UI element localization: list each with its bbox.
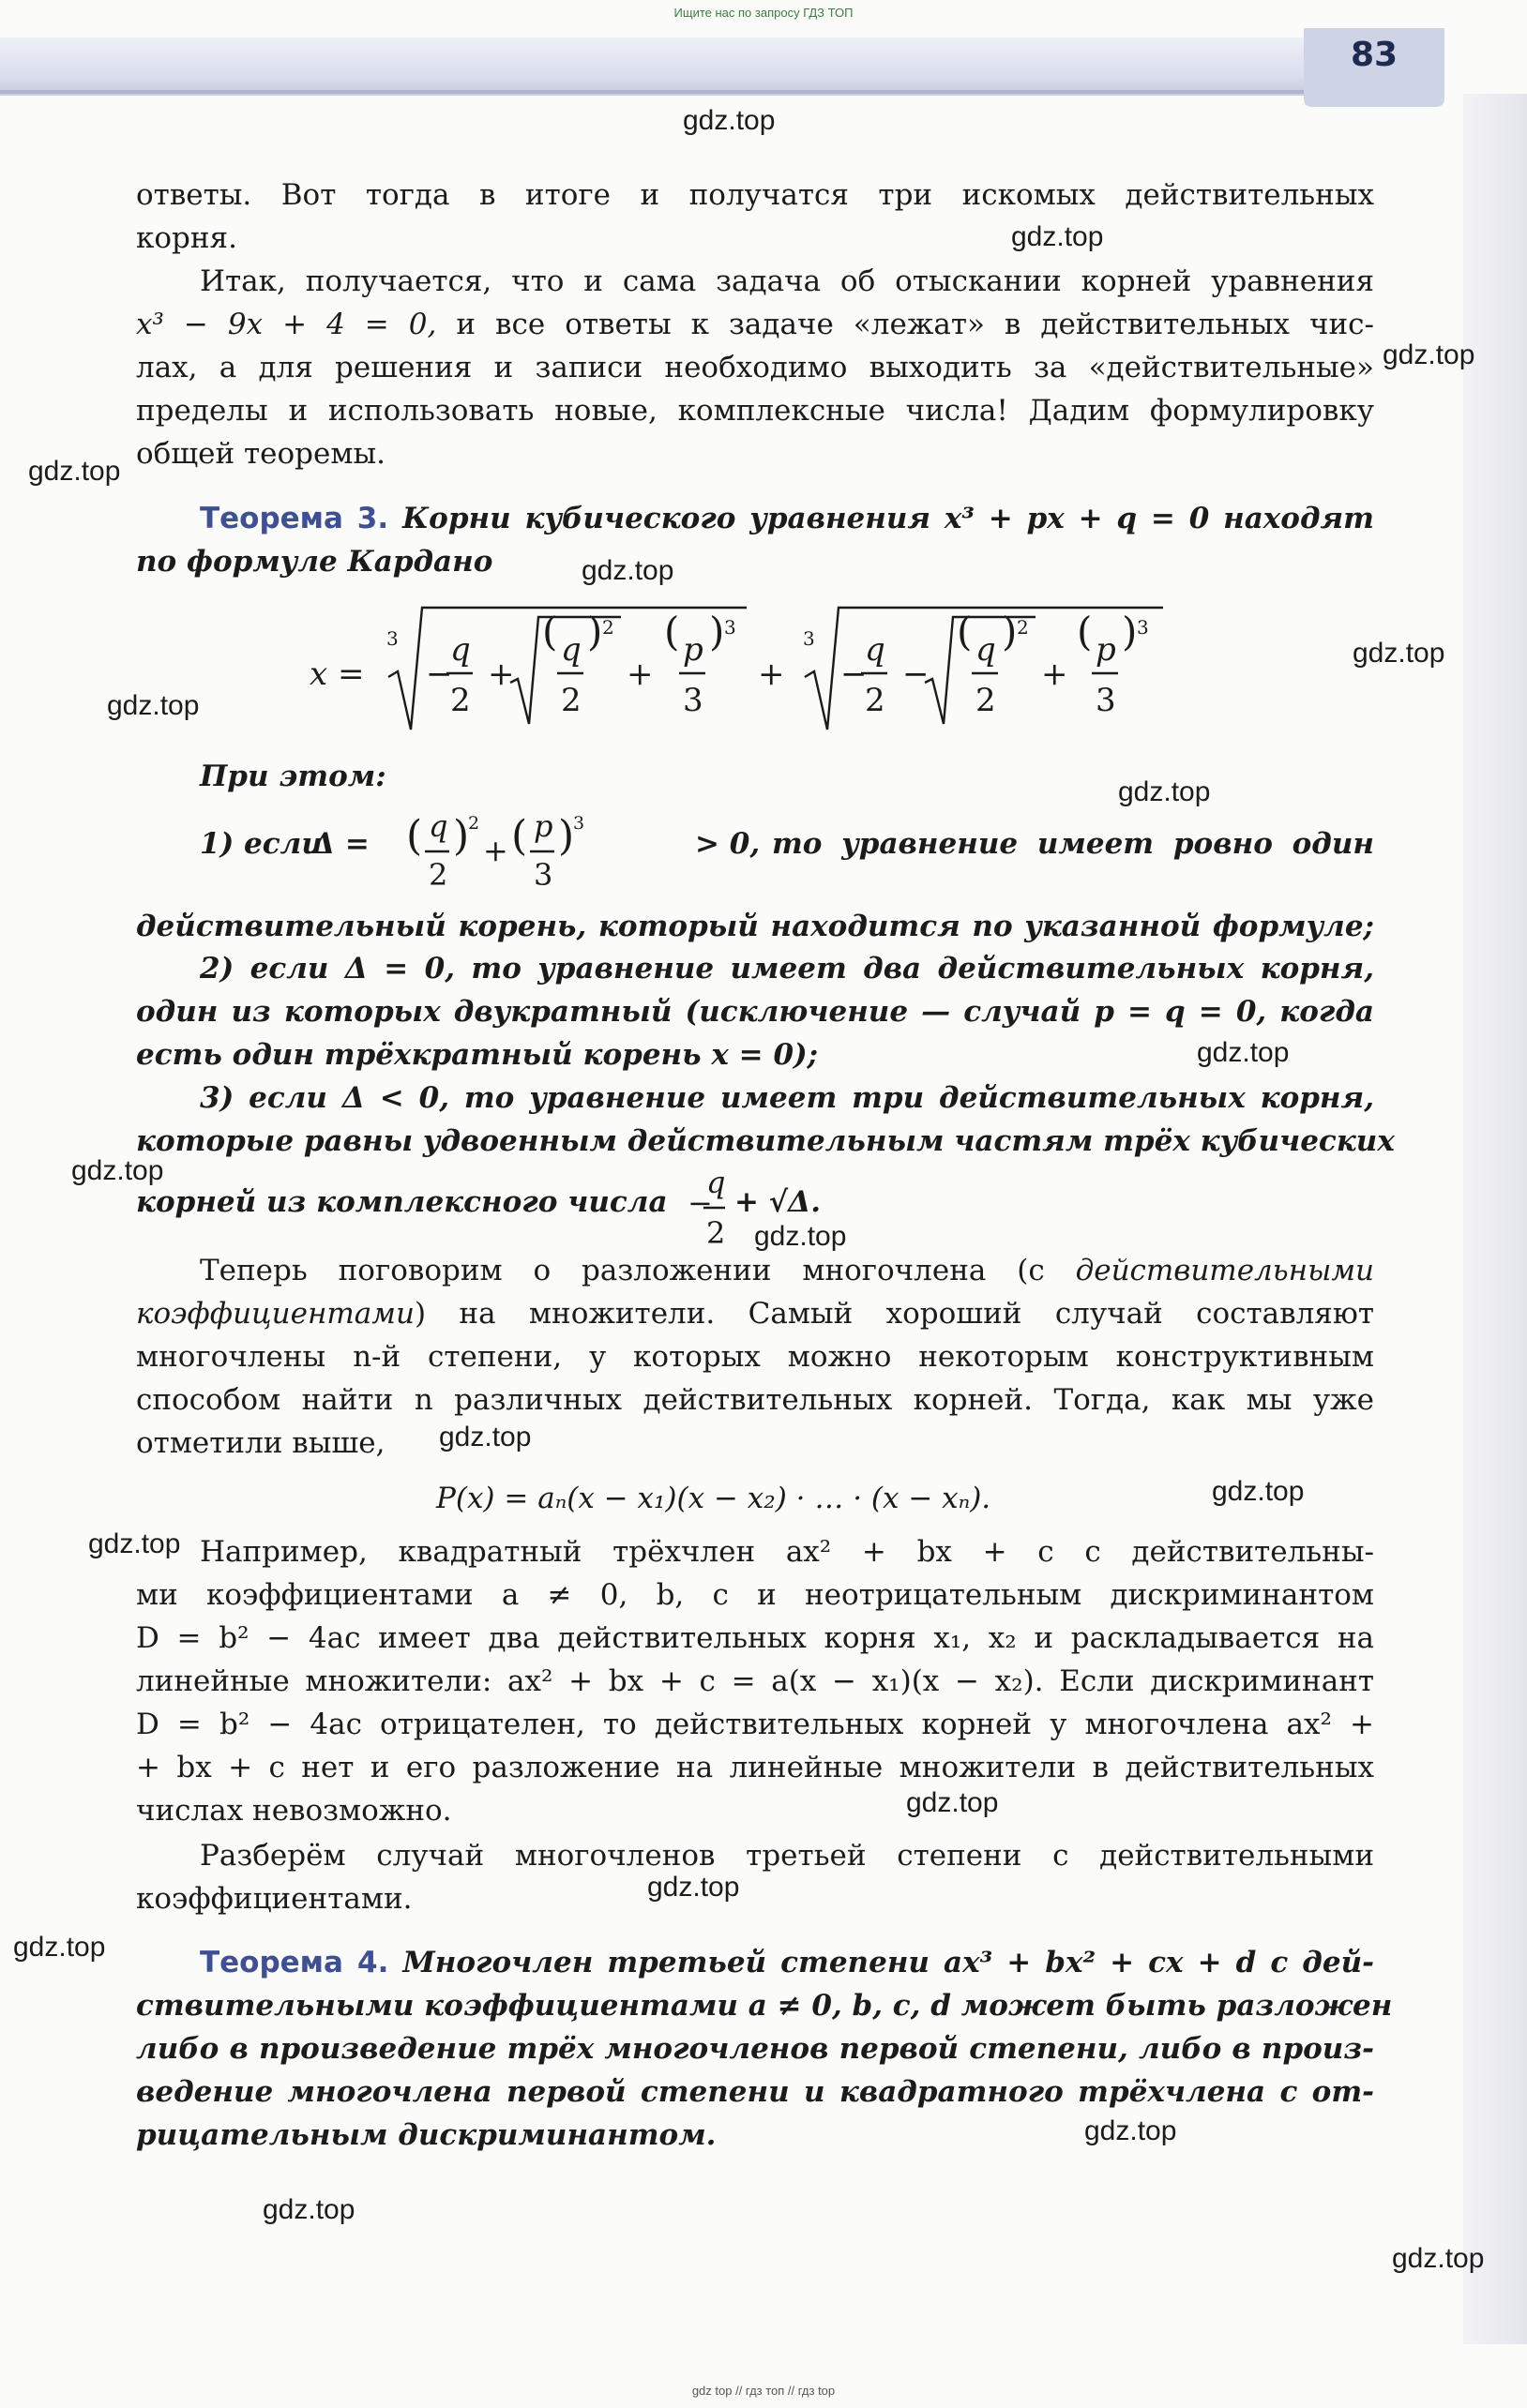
plus-sign: + xyxy=(488,655,515,693)
text-line: ми коэффициентами a ≠ 0, b, c и неотрицательным дискриминантом xyxy=(136,1578,1374,1612)
paren: ) xyxy=(1002,609,1018,655)
text-line: коэффициентами. xyxy=(136,1882,413,1916)
watermark: gdz.top xyxy=(439,1422,532,1452)
text-line: Разберём случай многочленов третьей степени с действительными xyxy=(200,1839,1374,1873)
theorem-label: Теорема 4. xyxy=(200,1946,389,1979)
paren: ) xyxy=(1122,609,1138,655)
frac-den: 2 xyxy=(450,682,471,719)
watermark: gdz.top xyxy=(1197,1037,1290,1068)
theorem-3-heading xyxy=(200,497,1374,540)
text-span: Теперь поговорим о разложении многочлена (с xyxy=(200,1254,1076,1287)
paren: ) xyxy=(558,812,575,860)
watermark: gdz.top xyxy=(582,555,674,586)
frac-num: q xyxy=(561,631,582,669)
text-line: которые равны удвоенным действительным частям трёх кубических xyxy=(136,1124,1395,1158)
text-line xyxy=(136,303,1374,346)
frac-den: 2 xyxy=(975,682,996,719)
text-line: D = b² − 4ac отрицателен, то действительных корней у многочлена ax² + xyxy=(136,1708,1374,1741)
exponent: 3 xyxy=(573,813,584,834)
watermark: gdz.top xyxy=(88,1528,181,1559)
frac-den: 2 xyxy=(429,857,448,893)
delta-label: Δ = xyxy=(312,827,370,861)
text-line: пределы и использовать новые, комплексные числа! Дадим формулировку xyxy=(136,394,1374,428)
page-number: 83 xyxy=(1350,36,1398,74)
paren: ( xyxy=(511,812,528,860)
paren: ) xyxy=(709,609,725,655)
frac-num: p xyxy=(683,631,703,669)
paren: ) xyxy=(587,609,603,655)
watermark: gdz.top xyxy=(1383,339,1475,370)
watermark: gdz.top xyxy=(71,1155,164,1186)
text-line: Итак, получается, что и сама задача об отыскании корней уравнения xyxy=(200,264,1374,298)
text-span: и все ответы к задаче «лежат» в действительных чис- xyxy=(436,308,1374,341)
watermark: gdz.top xyxy=(1011,221,1104,252)
bottom-note: gdz top // гдз топ // гдз top xyxy=(691,2384,836,2398)
top-note: Ищите нас по запросу ГДЗ ТОП xyxy=(673,6,854,20)
theorem-label: Теорема 3. xyxy=(200,502,389,535)
text-line: действительный корень, который находится по указанной формуле; xyxy=(136,910,1374,943)
text-line: корня. xyxy=(136,221,237,255)
text-line: рицательным дискриминантом. xyxy=(136,2118,717,2152)
exponent: 2 xyxy=(602,616,614,639)
text-line: + bx + c нет и его разложение на линейные множители в действительных xyxy=(136,1751,1374,1784)
case-3-text: корней из комплексного числа xyxy=(136,1185,668,1219)
cardano-formula xyxy=(310,600,1229,741)
theorem-4-heading xyxy=(200,1941,1374,1984)
plus-sign: + xyxy=(483,833,508,868)
watermark: gdz.top xyxy=(1353,638,1445,669)
minus-sign: − xyxy=(902,655,930,693)
watermark: gdz.top xyxy=(754,1221,847,1252)
text-line: отметили выше, xyxy=(136,1426,386,1460)
frac-num: q xyxy=(865,631,885,669)
frac-den: 2 xyxy=(561,682,582,719)
text-line: ответы. Вот тогда в итоге и получатся три искомых действительных xyxy=(136,178,1374,212)
paren: ( xyxy=(957,609,973,655)
theorem-text: Многочлен третьей степени ax³ + bx² + cx + d с дей- xyxy=(388,1946,1374,1979)
watermark: gdz.top xyxy=(647,1872,740,1903)
frac-num: p xyxy=(1096,631,1116,669)
frac-num: p xyxy=(534,808,553,844)
factorization-formula: P(x) = aₙ(x − x₁)(x − x₂) · … · (x − xₙ). xyxy=(436,1482,991,1515)
exponent: 2 xyxy=(1017,616,1029,639)
text-line: числах невозможно. xyxy=(136,1794,452,1828)
frac-num: q xyxy=(450,631,471,669)
plus-sign: + xyxy=(758,655,785,693)
case-1-line xyxy=(200,808,1374,893)
watermark: gdz.top xyxy=(1212,1476,1305,1507)
plus-sign: + xyxy=(627,655,654,693)
text-line: один из которых двукратный (исключение — случай p = q = 0, когда xyxy=(136,995,1374,1029)
delta-formula xyxy=(406,808,584,895)
watermark: gdz.top xyxy=(28,456,121,487)
text-span: ) на множители. Самый хороший случай составляют xyxy=(414,1297,1374,1331)
cardano-formula-svg xyxy=(310,600,1229,741)
text-line: 3) если Δ < 0, то уравнение имеет три действительных корня, xyxy=(200,1081,1374,1115)
watermark: gdz.top xyxy=(13,1932,106,1963)
text-line: либо в произведение трёх многочленов первой степени, либо в произ- xyxy=(136,2032,1374,2066)
frac-den: 3 xyxy=(1096,682,1116,719)
paren: ( xyxy=(406,812,423,860)
exponent: 2 xyxy=(468,813,480,834)
paren: ) xyxy=(453,812,470,860)
frac-den: 2 xyxy=(706,1215,725,1251)
frac-den: 2 xyxy=(865,682,885,719)
case-3-last-line xyxy=(136,1159,980,1253)
plus-sign: + xyxy=(1041,655,1068,693)
formula-lhs: x = xyxy=(310,655,365,693)
text-line: есть один трёхкратный корень x = 0); xyxy=(136,1038,819,1072)
exponent: 3 xyxy=(1137,616,1149,639)
text-line xyxy=(136,1292,1374,1335)
frac-den: 3 xyxy=(683,682,703,719)
theorem-text: Корни кубического уравнения x³ + px + q = 0 находят xyxy=(388,502,1374,535)
watermark: gdz.top xyxy=(1084,2115,1177,2146)
minus-sign: − xyxy=(426,655,453,693)
delta-positive: > 0, xyxy=(695,827,761,861)
root-index: 3 xyxy=(803,627,815,650)
paren: ( xyxy=(1077,609,1093,655)
text-line xyxy=(200,1249,1374,1292)
text-line: многочлены n-й степени, у которых можно некоторым конструктивным xyxy=(136,1340,1374,1374)
watermark: gdz.top xyxy=(1118,776,1211,807)
theorem-text: по формуле Кардано xyxy=(136,545,493,579)
paren: ( xyxy=(542,609,558,655)
frac-den: 3 xyxy=(534,857,553,893)
text-line: ведение многочлена первой степени и квадратного трёхчлена с от- xyxy=(136,2075,1374,2109)
header-band xyxy=(0,38,1313,94)
root-index: 3 xyxy=(386,627,399,650)
watermark: gdz.top xyxy=(107,690,200,721)
page-edge-shadow xyxy=(1463,94,1527,2344)
frac-num: q xyxy=(706,1165,725,1200)
frac-num: q xyxy=(429,808,448,844)
minus-sign: − xyxy=(840,655,868,693)
exponent: 3 xyxy=(724,616,736,639)
text-span: действительными xyxy=(1075,1254,1374,1287)
watermark: gdz.top xyxy=(906,1787,999,1818)
text-line: Например, квадратный трёхчлен ax² + bx + c с действительны- xyxy=(200,1535,1374,1569)
minus-sign: − xyxy=(688,1185,713,1221)
text-line: D = b² − 4ac имеет два действительных корня x₁, x₂ и раскладывается на xyxy=(136,1621,1374,1655)
case-1-text: то уравнение имеет ровно один xyxy=(772,827,1374,861)
text-line: способом найти n различных действительных корней. Тогда, как мы уже xyxy=(136,1383,1374,1417)
frac-num: q xyxy=(975,631,996,669)
text-span: коэффициентами xyxy=(136,1297,415,1331)
pri-etom: При этом: xyxy=(200,760,386,793)
watermark: gdz.top xyxy=(263,2194,355,2225)
paren: ( xyxy=(664,609,680,655)
text-line: лах, а для решения и записи необходимо выходить за «действительные» xyxy=(136,351,1374,384)
complex-number-formula xyxy=(688,1159,725,1253)
text-line: ствительными коэффициентами a ≠ 0, b, c, d может быть разложен xyxy=(136,1989,1393,2023)
header-band-edge xyxy=(0,90,1313,96)
text-line: общей теоремы. xyxy=(136,437,386,471)
text-line: 2) если Δ = 0, то уравнение имеет два действительных корня, xyxy=(200,952,1374,986)
watermark: gdz.top xyxy=(683,105,776,136)
watermark: gdz.top xyxy=(1392,2243,1485,2274)
text-line: линейные множители: ax² + bx + c = a(x − x₁)(x − x₂). Если дискриминант xyxy=(136,1664,1374,1698)
case-3-end: + √Δ. xyxy=(734,1185,821,1219)
case-1-prefix: 1) если xyxy=(200,827,323,861)
equation-inline: x³ − 9x + 4 = 0, xyxy=(136,308,437,341)
